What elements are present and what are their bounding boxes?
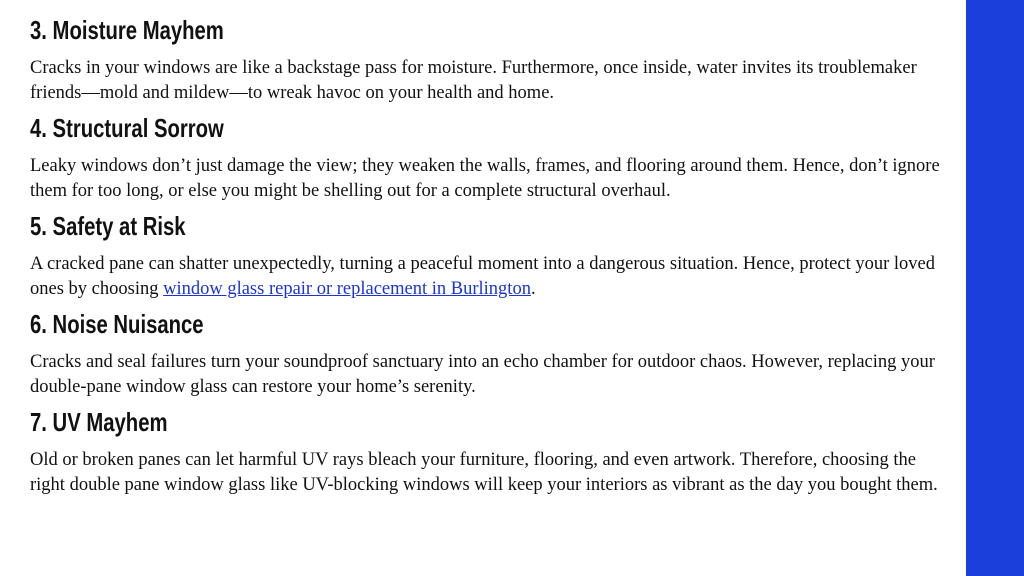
- section-title: 4. Structural Sorrow: [30, 113, 224, 143]
- section-title: 5. Safety at Risk: [30, 211, 186, 241]
- section-body: Cracks and seal failures turn your soundproof sanctuary into an echo chamber for outdoor chaos. However, replacing your double-pane window glass can restore your home’s serenity.: [30, 352, 935, 397]
- document-content: [30, 14, 950, 504]
- burlington-repair-link[interactable]: window glass repair or replacement in Burlington: [163, 279, 531, 299]
- section-body: Cracks in your windows are like a backstage pass for moisture. Furthermore, once inside, water invites its troublemaker friends—mold and mildew—to wreak havoc on your health and home.: [30, 58, 917, 103]
- section-safety-at-risk: [30, 210, 950, 302]
- section-body: Old or broken panes can let harmful UV rays bleach your furniture, flooring, and even artwork. Therefore, choosing the right double pane window glass like UV-blocking windows will keep your interiors as vibrant as the day you bought them.: [30, 450, 938, 495]
- section-uv-mayhem: [30, 406, 950, 498]
- section-title: 7. UV Mayhem: [30, 407, 168, 437]
- section-structural-sorrow: [30, 112, 950, 204]
- section-noise-nuisance: [30, 308, 950, 400]
- section-title: 3. Moisture Mayhem: [30, 15, 224, 45]
- section-body-text: A cracked pane can shatter unexpectedly, turning a peaceful moment into a dangerous situation. Hence, protect your loved ones by choosing: [30, 254, 935, 299]
- section-moisture-mayhem: [30, 14, 950, 106]
- section-body-end: .: [530, 279, 536, 299]
- section-title: 6. Noise Nuisance: [30, 309, 204, 339]
- section-body: [30, 252, 950, 302]
- section-body: Leaky windows don’t just damage the view; they weaken the walls, frames, and flooring around them. Hence, don’t ignore them for too long, or else you might be shelling out for a complete structural overhaul.: [30, 156, 940, 201]
- accent-sidebar: [966, 0, 1024, 576]
